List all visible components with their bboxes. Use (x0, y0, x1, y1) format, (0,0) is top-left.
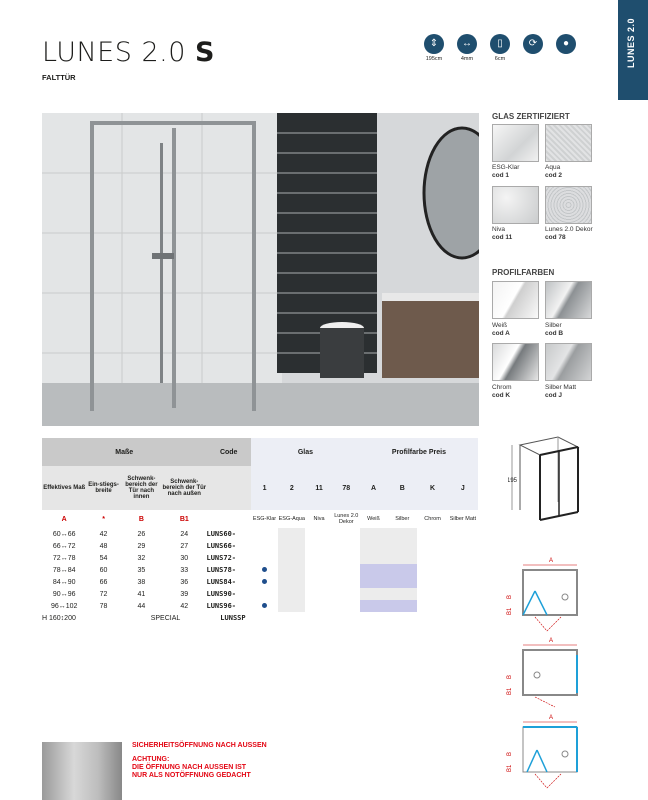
table-row (42, 576, 478, 588)
glass-price-cell (333, 600, 360, 612)
profile-price-cell (360, 564, 387, 576)
glass-price-cell (251, 540, 278, 552)
height-label: 195 (508, 478, 518, 484)
profile-price-cell (387, 552, 417, 564)
emergency-opening-photo (42, 742, 122, 800)
dimension-diagram (508, 435, 588, 530)
profile-price-cell (448, 600, 478, 612)
header-masse: Maße (42, 438, 207, 466)
profile-price-cell (387, 528, 417, 540)
glass-name-11: Niva (313, 516, 325, 522)
profile-price-cell (448, 576, 478, 588)
glass-price-cell (305, 528, 332, 540)
profile-price-cell (387, 588, 417, 600)
code-cell: LUNS66- (206, 542, 237, 550)
header-code-empty (207, 466, 251, 510)
glass-name-1: ESG-Klar (252, 516, 277, 522)
side-tab: LUNES 2.0 (618, 0, 648, 100)
profile-label-silber-matt: Silber Matt cod J (545, 384, 577, 399)
glass-price-cell (278, 564, 305, 576)
profile-name-a: Weiß (367, 516, 380, 522)
code-cell: LUNS96- (206, 602, 237, 610)
code-cell: LUNS72- (206, 554, 237, 562)
size-cell: 60↔66 (52, 530, 76, 538)
glass-label-aqua: Aqua cod 2 (545, 164, 562, 179)
glass-price-cell (333, 576, 360, 588)
header-glas: Glas (251, 438, 360, 466)
product-subtitle: FALTTÜR (42, 73, 76, 82)
feature-glass: ↔ 4mm (456, 34, 478, 62)
swing-out-cell: 42 (180, 602, 189, 610)
swing-out-cell: 33 (180, 566, 189, 574)
swing-in-cell: 26 (137, 530, 146, 538)
profile-label-silber: Silber cod B (545, 322, 564, 337)
table-row (42, 528, 478, 540)
svg-text:B: B (507, 674, 513, 679)
profile-name-j: Silber Matt (449, 516, 476, 522)
profile-price-cell (417, 576, 447, 588)
glass-price-cell (305, 576, 332, 588)
swing-in-cell: 44 (137, 602, 146, 610)
glass-price-cell (251, 528, 278, 540)
glass-price-cell (333, 552, 360, 564)
table-row (42, 552, 478, 564)
table-row-special (42, 612, 478, 624)
glass-name-78: Lunes 2.0 Dekor (334, 513, 359, 525)
svg-text:B: B (507, 594, 513, 599)
glass-col-2: 2 (278, 466, 305, 510)
glass-thickness-icon: ↔ (457, 34, 477, 54)
swing-in-cell: 41 (137, 590, 146, 598)
glass-price-cell (305, 552, 332, 564)
size-cell: 72↔78 (52, 554, 76, 562)
profile-price-cell (387, 564, 417, 576)
svg-text:B1: B1 (507, 687, 513, 695)
feature-profile: ▯ 6cm (489, 34, 511, 62)
entry-width-cell: 54 (99, 554, 108, 562)
glass-price-cell (251, 552, 278, 564)
swing-in-cell: 32 (137, 554, 146, 562)
glass-price-cell (305, 588, 332, 600)
swing-in-cell: 38 (137, 578, 146, 586)
glass-price-cell (278, 540, 305, 552)
glass-price-cell (278, 528, 305, 540)
table-row (42, 564, 478, 576)
glass-col-78: 78 (333, 466, 360, 510)
availability-dot (262, 603, 267, 608)
svg-text:A: A (549, 558, 554, 564)
glass-col-11: 11 (305, 466, 332, 510)
code-cell: LUNS84- (206, 578, 237, 586)
table-row (42, 600, 478, 612)
swing-in-cell: 29 (137, 542, 146, 550)
profile-price-cell (360, 552, 387, 564)
profile-price-cell (360, 600, 387, 612)
profile-swatch-chrom (492, 343, 539, 381)
profile-price-cell (360, 540, 387, 552)
profile-col-j: J (448, 466, 478, 510)
svg-text:A: A (549, 638, 554, 644)
feature-height: ⇕ 195cm (423, 34, 445, 62)
glass-price-cell (333, 564, 360, 576)
profile-price-cell (387, 576, 417, 588)
profile-price-cell (417, 552, 447, 564)
header-code: Code (207, 438, 251, 466)
letter-a: A (61, 515, 67, 523)
reversible-icon: ⟳ (523, 34, 543, 54)
header-einstiegsbreite: Ein-stiegs-breite (86, 466, 120, 510)
product-title: LUNES 2.0 S (42, 37, 215, 68)
profile-price-cell (417, 600, 447, 612)
glass-name-2: ESG-Aqua (278, 516, 305, 522)
glass-price-cell (278, 600, 305, 612)
profile-price-cell (417, 564, 447, 576)
profile-price-cell (448, 540, 478, 552)
svg-text:B: B (507, 751, 513, 756)
glass-price-cell (251, 576, 278, 588)
profile-price-cell (387, 600, 417, 612)
floor-plan-1 (505, 555, 585, 640)
glass-title: GLAS ZERTIFIZIERT (492, 112, 570, 121)
glass-price-cell (333, 588, 360, 600)
glass-label-esg-klar: ESG-Klar cod 1 (492, 164, 520, 179)
code-cell: LUNS78- (206, 566, 237, 574)
code-cell: LUNS90- (206, 590, 237, 598)
glass-swatch-esg-klar (492, 124, 539, 162)
code-cell: LUNS60- (206, 530, 237, 538)
table-body (42, 528, 478, 612)
entry-width-cell: 60 (99, 566, 108, 574)
profile-price-cell (448, 552, 478, 564)
floor-plan-2 (505, 635, 585, 720)
table-row (42, 540, 478, 552)
swing-out-cell: 24 (180, 530, 189, 538)
glass-price-cell (305, 600, 332, 612)
swing-out-cell: 27 (180, 542, 189, 550)
size-cell: 84↔90 (52, 578, 76, 586)
size-cell: 66↔72 (52, 542, 76, 550)
feature-icons (423, 34, 577, 62)
special-label: SPECIAL LUNSSP (150, 614, 246, 622)
glass-price-cell (278, 588, 305, 600)
swing-out-cell: 39 (180, 590, 189, 598)
profile-label-chrom: Chrom cod K (492, 384, 512, 399)
product-photo (42, 113, 479, 426)
entry-width-cell: 48 (99, 542, 108, 550)
profile-col-b: B (387, 466, 417, 510)
size-cell: 90↔96 (52, 590, 76, 598)
availability-dot (262, 567, 267, 572)
special-size: H 160↕200 (42, 614, 76, 622)
profile-price-cell (448, 564, 478, 576)
glass-swatch-dekor (545, 186, 592, 224)
spec-table (42, 438, 478, 624)
profile-col-k: K (417, 466, 447, 510)
glass-swatch-niva (492, 186, 539, 224)
profile-icon: ▯ (490, 34, 510, 54)
swing-in-cell: 35 (137, 566, 146, 574)
feature-reversible (522, 34, 544, 62)
glass-price-cell (251, 600, 278, 612)
profile-price-cell (448, 528, 478, 540)
header-schwenk-aussen: Schwenk-bereich der Tür nach außen (162, 466, 206, 510)
profile-price-cell (360, 528, 387, 540)
warning-text: SICHERHEITSÖFFNUNG NACH AUSSEN ACHTUNG: DIE ÖFFNUNG NACH AUSSEN IST NUR ALS NOTÖFFNUNG GEDACHT (132, 742, 267, 779)
profile-col-a: A (360, 466, 387, 510)
profile-swatch-silber-matt (545, 343, 592, 381)
entry-width-cell: 66 (99, 578, 108, 586)
letter-star: * (102, 515, 105, 523)
glass-label-niva: Niva cod 11 (492, 226, 513, 241)
profile-name-b: Silber (395, 516, 410, 522)
profile-price-cell (417, 528, 447, 540)
profile-swatch-silber (545, 281, 592, 319)
size-cell: 78↔84 (52, 566, 76, 574)
profile-price-cell (387, 540, 417, 552)
glass-price-cell (305, 564, 332, 576)
svg-text:A: A (549, 715, 554, 721)
profile-price-cell (448, 588, 478, 600)
profile-title: PROFILFARBEN (492, 268, 555, 277)
glass-col-1: 1 (251, 466, 278, 510)
swing-out-cell: 36 (180, 578, 189, 586)
entry-width-cell: 42 (99, 530, 108, 538)
header-profil: Profilfarbe Preis (360, 438, 478, 466)
letter-b1: B1 (179, 515, 189, 523)
glass-price-cell (251, 564, 278, 576)
profile-label-weiss: Weiß cod A (492, 322, 510, 337)
profile-price-cell (417, 540, 447, 552)
size-cell: 96↔102 (50, 602, 78, 610)
glass-price-cell (333, 540, 360, 552)
glass-swatch-aqua (545, 124, 592, 162)
svg-text:B1: B1 (507, 607, 513, 615)
swing-out-cell: 30 (180, 554, 189, 562)
feature-water (555, 34, 577, 62)
glass-price-cell (305, 540, 332, 552)
entry-width-cell: 78 (99, 602, 108, 610)
header-schwenk-innen: Schwenk-bereich der Tür nach innen (121, 466, 162, 510)
header-effektives-mass: Effektives Maß (42, 466, 86, 510)
glass-price-cell (278, 576, 305, 588)
entry-width-cell: 72 (99, 590, 108, 598)
glass-price-cell (278, 552, 305, 564)
floor-plan-3 (505, 712, 585, 797)
water-drop-icon: ● (556, 34, 576, 54)
profile-price-cell (360, 588, 387, 600)
table-row (42, 588, 478, 600)
glass-price-cell (333, 528, 360, 540)
glass-price-cell (251, 588, 278, 600)
profile-swatch-weiss (492, 281, 539, 319)
profile-name-k: Chrom (424, 516, 441, 522)
glass-label-dekor: Lunes 2.0 Dekor cod 78 (545, 226, 593, 241)
profile-price-cell (417, 588, 447, 600)
profile-price-cell (360, 576, 387, 588)
height-icon: ⇕ (424, 34, 444, 54)
letter-b: B (138, 515, 144, 523)
availability-dot (262, 579, 267, 584)
svg-text:B1: B1 (507, 764, 513, 772)
